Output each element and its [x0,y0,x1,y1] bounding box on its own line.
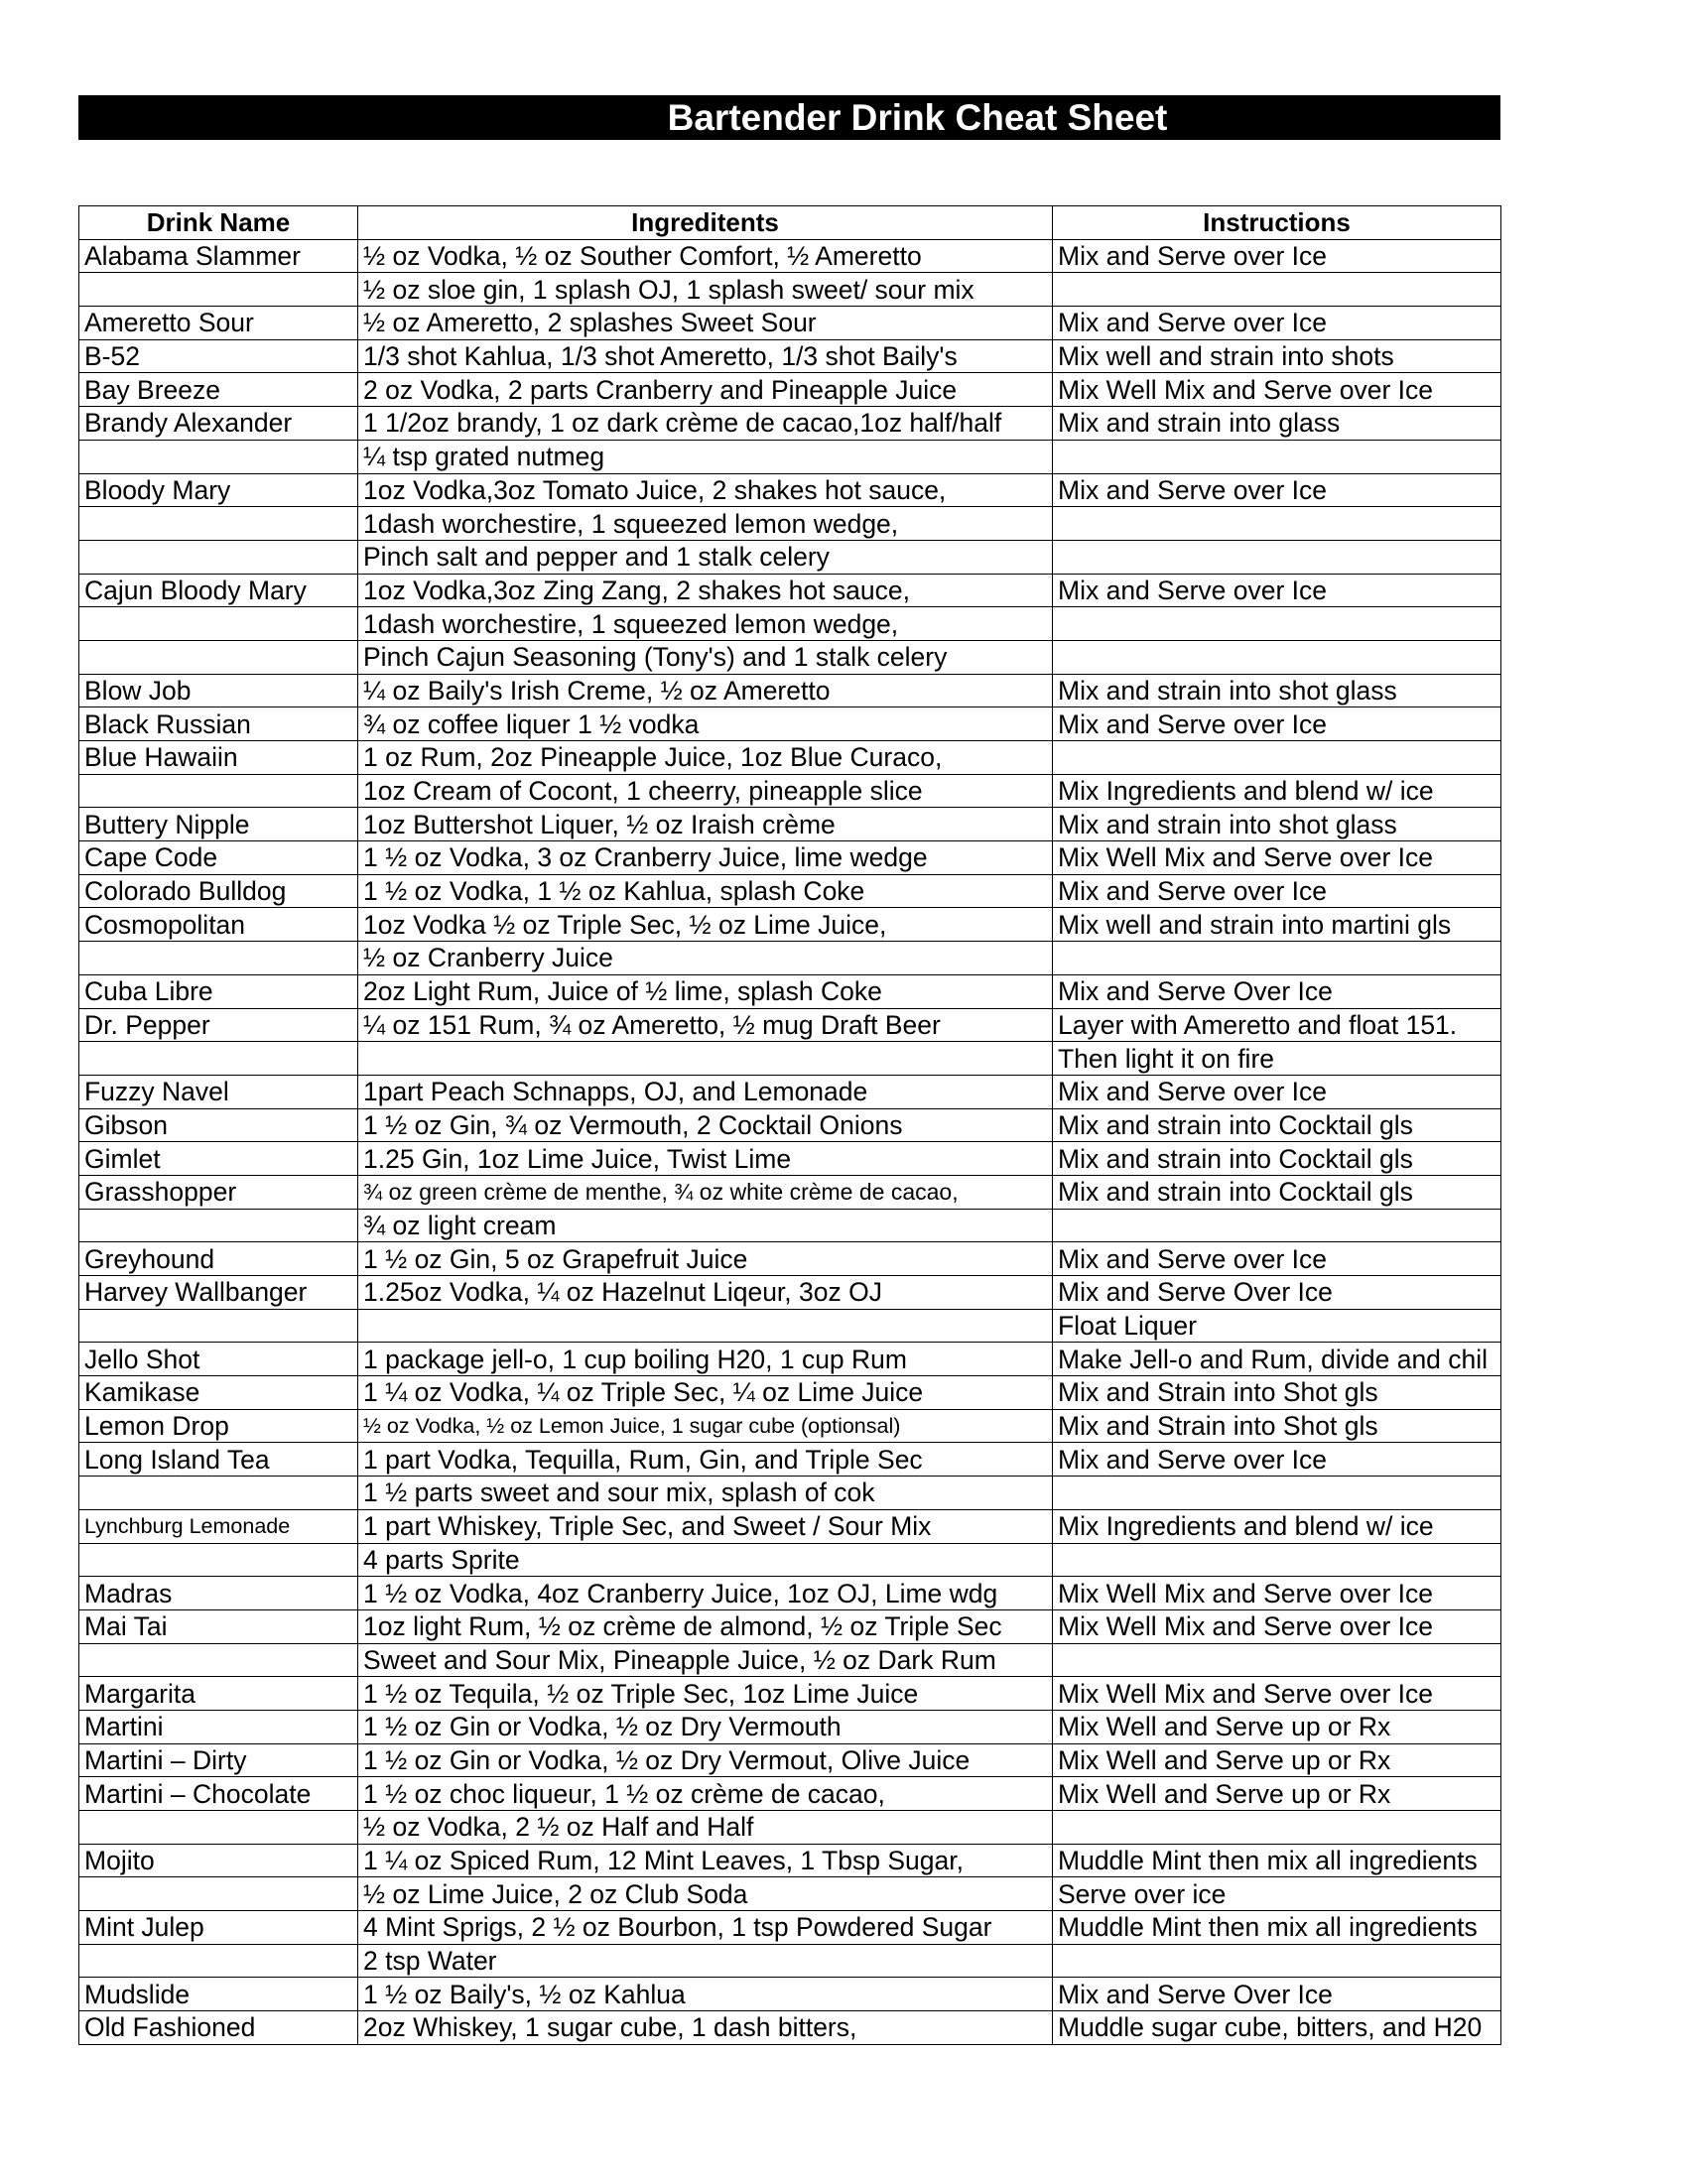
instructions-cell: Mix and strain into shot glass [1053,808,1501,841]
ingredients-cell: 1 ½ oz Vodka, 3 oz Cranberry Juice, lime wedge [358,841,1053,875]
table-row [79,1743,1501,1777]
drink-name-cell [79,440,358,473]
instructions-cell [1053,640,1501,674]
table-row [79,1477,1501,1510]
instructions-cell [1053,607,1501,641]
instructions-cell: Then light it on fire [1053,1042,1501,1076]
table-row [79,373,1501,407]
table-row [79,774,1501,808]
drink-name-cell [79,607,358,641]
ingredients-cell: 1 ½ oz Baily's, ½ oz Kahlua [358,1978,1053,2011]
ingredients-cell: 1.25oz Vodka, ¼ oz Hazelnut Liqeur, 3oz OJ [358,1276,1053,1310]
ingredients-cell: 4 Mint Sprigs, 2 ½ oz Bourbon, 1 tsp Powdered Sugar [358,1911,1053,1945]
drink-name-cell: Mojito [79,1844,358,1877]
ingredients-cell: 1 part Whiskey, Triple Sec, and Sweet / Sour Mix [358,1509,1053,1543]
table-row [79,1643,1501,1677]
table-row [79,1509,1501,1543]
instructions-cell: Mix Ingredients and blend w/ ice [1053,1509,1501,1543]
ingredients-cell: ¼ oz Baily's Irish Creme, ½ oz Ameretto [358,674,1053,707]
ingredients-cell: 1 ½ oz Gin, 5 oz Grapefruit Juice [358,1242,1053,1276]
instructions-cell: Mix and Serve over Ice [1053,574,1501,607]
drink-name-cell: Fuzzy Navel [79,1075,358,1108]
ingredients-cell: 2oz Light Rum, Juice of ½ lime, splash Coke [358,974,1053,1008]
instructions-cell: Mix and strain into Cocktail gls [1053,1142,1501,1176]
instructions-cell [1053,1811,1501,1845]
drink-name-cell: Cosmopolitan [79,908,358,942]
instructions-cell: Mix and strain into Cocktail gls [1053,1175,1501,1209]
ingredients-cell: 1 ½ oz Gin, ¾ oz Vermouth, 2 Cocktail Onions [358,1108,1053,1142]
table-row [79,1710,1501,1743]
drink-name-cell: Mint Julep [79,1911,358,1945]
instructions-cell [1053,1944,1501,1978]
drink-name-cell [79,942,358,975]
drink-name-cell [79,1309,358,1343]
drink-name-cell [79,1643,358,1677]
instructions-cell: Serve over ice [1053,1877,1501,1911]
table-row [79,1376,1501,1410]
drink-name-cell [79,1543,358,1577]
instructions-cell: Mix Well and Serve up or Rx [1053,1743,1501,1777]
table-row [79,1142,1501,1176]
table-row [79,674,1501,707]
instructions-cell: Mix and Serve Over Ice [1053,1276,1501,1310]
table-row [79,1042,1501,1076]
drink-name-cell: Gimlet [79,1142,358,1176]
instructions-cell [1053,273,1501,307]
instructions-cell: Mix well and strain into shots [1053,339,1501,373]
ingredients-cell: 1part Peach Schnapps, OJ, and Lemonade [358,1075,1053,1108]
table-row [79,1577,1501,1610]
table-row [79,1609,1501,1643]
table-row [79,1877,1501,1911]
instructions-cell [1053,1543,1501,1577]
table-row [79,507,1501,541]
drink-name-cell: Black Russian [79,707,358,741]
drink-name-cell: Mudslide [79,1978,358,2011]
ingredients-cell: ¼ tsp grated nutmeg [358,440,1053,473]
instructions-cell: Mix and Serve over Ice [1053,874,1501,908]
drink-name-cell [79,540,358,574]
drink-name-cell [79,507,358,541]
drink-name-cell: Colorado Bulldog [79,874,358,908]
drink-name-cell: Bloody Mary [79,473,358,507]
table-row [79,1242,1501,1276]
table-row [79,1777,1501,1811]
table-row [79,540,1501,574]
drink-name-cell [79,273,358,307]
instructions-cell: Mix and Serve Over Ice [1053,974,1501,1008]
table-row [79,874,1501,908]
instructions-cell [1053,1477,1501,1510]
table-row [79,407,1501,441]
instructions-cell: Mix Well Mix and Serve over Ice [1053,1577,1501,1610]
drink-name-cell: Lynchburg Lemonade [79,1509,358,1543]
instructions-cell: Mix and Strain into Shot gls [1053,1409,1501,1443]
drink-name-cell: Cuba Libre [79,974,358,1008]
ingredients-cell: 1 ½ parts sweet and sour mix, splash of cok [358,1477,1053,1510]
ingredients-cell: ½ oz Vodka, ½ oz Lemon Juice, 1 sugar cube (optionsal) [358,1409,1053,1443]
instructions-cell [1053,507,1501,541]
instructions-cell: Layer with Ameretto and float 151. [1053,1008,1501,1042]
ingredients-cell: 1oz light Rum, ½ oz crème de almond, ½ oz Triple Sec [358,1609,1053,1643]
table-row [79,707,1501,741]
ingredients-cell: 1 ¼ oz Vodka, ¼ oz Triple Sec, ¼ oz Lime Juice [358,1376,1053,1410]
ingredients-cell: 1 ½ oz Tequila, ½ oz Triple Sec, 1oz Lime Juice [358,1677,1053,1711]
table-row [79,239,1501,273]
ingredients-cell: 1 ½ oz Gin or Vodka, ½ oz Dry Vermout, Olive Juice [358,1743,1053,1777]
table-row [79,574,1501,607]
ingredients-cell: 1 ¼ oz Spiced Rum, 12 Mint Leaves, 1 Tbsp Sugar, [358,1844,1053,1877]
ingredients-cell: 1 ½ oz Vodka, 1 ½ oz Kahlua, splash Coke [358,874,1053,908]
instructions-cell: Mix and strain into Cocktail gls [1053,1108,1501,1142]
instructions-cell: Muddle sugar cube, bitters, and H20 [1053,2011,1501,2045]
ingredients-cell: 1oz Vodka ½ oz Triple Sec, ½ oz Lime Juice, [358,908,1053,942]
drink-name-cell: Greyhound [79,1242,358,1276]
table-row [79,1309,1501,1343]
drink-name-cell: Harvey Wallbanger [79,1276,358,1310]
drink-name-cell [79,1811,358,1845]
instructions-cell [1053,1643,1501,1677]
ingredients-cell: 2 oz Vodka, 2 parts Cranberry and Pineapple Juice [358,373,1053,407]
table-row [79,607,1501,641]
ingredients-cell: 1/3 shot Kahlua, 1/3 shot Ameretto, 1/3 shot Baily's [358,339,1053,373]
table-row [79,1175,1501,1209]
ingredients-cell: 4 parts Sprite [358,1543,1053,1577]
table-row [79,1075,1501,1108]
drink-name-cell: Brandy Alexander [79,407,358,441]
ingredients-cell: 1 part Vodka, Tequilla, Rum, Gin, and Triple Sec [358,1443,1053,1477]
table-row [79,1677,1501,1711]
drink-name-cell: Long Island Tea [79,1443,358,1477]
drink-name-cell: Bay Breeze [79,373,358,407]
ingredients-cell: ½ oz Cranberry Juice [358,942,1053,975]
drink-name-cell [79,640,358,674]
ingredients-cell: 1 package jell-o, 1 cup boiling H20, 1 cup Rum [358,1343,1053,1376]
drink-name-cell: Grasshopper [79,1175,358,1209]
ingredients-cell: ½ oz Vodka, ½ oz Souther Comfort, ½ Ameretto [358,239,1053,273]
drink-name-cell: Buttery Nipple [79,808,358,841]
drink-name-cell: Blow Job [79,674,358,707]
table-row [79,1978,1501,2011]
ingredients-cell: 1dash worchestire, 1 squeezed lemon wedge, [358,607,1053,641]
drink-name-cell: Lemon Drop [79,1409,358,1443]
drink-table [78,205,1501,2045]
instructions-cell: Mix Well Mix and Serve over Ice [1053,1677,1501,1711]
ingredients-cell [358,1309,1053,1343]
drink-name-cell [79,1877,358,1911]
instructions-cell [1053,1209,1501,1242]
instructions-cell: Float Liquer [1053,1309,1501,1343]
instructions-cell: Mix Well and Serve up or Rx [1053,1777,1501,1811]
drink-name-cell: Martini – Dirty [79,1743,358,1777]
table-row [79,440,1501,473]
ingredients-cell: ½ oz Ameretto, 2 splashes Sweet Sour [358,307,1053,340]
table-row [79,841,1501,875]
ingredients-cell: 1 ½ oz Vodka, 4oz Cranberry Juice, 1oz OJ, Lime wdg [358,1577,1053,1610]
ingredients-cell [358,1042,1053,1076]
table-row [79,1209,1501,1242]
drink-name-cell: Martini – Chocolate [79,1777,358,1811]
ingredients-cell: ½ oz Vodka, 2 ½ oz Half and Half [358,1811,1053,1845]
table-row [79,808,1501,841]
ingredients-cell: ¾ oz coffee liquer 1 ½ vodka [358,707,1053,741]
instructions-cell: Muddle Mint then mix all ingredients [1053,1844,1501,1877]
instructions-cell: Make Jell-o and Rum, divide and chil [1053,1343,1501,1376]
instructions-cell: Mix Well and Serve up or Rx [1053,1710,1501,1743]
table-row [79,1443,1501,1477]
table-row [79,1008,1501,1042]
instructions-cell [1053,440,1501,473]
table-row [79,1844,1501,1877]
instructions-cell [1053,540,1501,574]
table-row [79,1911,1501,1945]
ingredients-cell: ½ oz sloe gin, 1 splash OJ, 1 splash sweet/ sour mix [358,273,1053,307]
table-row [79,307,1501,340]
table-row [79,640,1501,674]
instructions-cell: Mix Ingredients and blend w/ ice [1053,774,1501,808]
instructions-cell: Mix and Serve Over Ice [1053,1978,1501,2011]
drink-name-cell: Margarita [79,1677,358,1711]
ingredients-cell: 1 oz Rum, 2oz Pineapple Juice, 1oz Blue Curaco, [358,741,1053,775]
drink-name-cell: B-52 [79,339,358,373]
drink-name-cell: Cape Code [79,841,358,875]
drink-name-cell: Dr. Pepper [79,1008,358,1042]
drink-name-cell [79,1209,358,1242]
table-row [79,1343,1501,1376]
instructions-cell: Mix and Serve over Ice [1053,707,1501,741]
table-row [79,1811,1501,1845]
drink-name-cell: Gibson [79,1108,358,1142]
ingredients-cell: 1oz Buttershot Liquer, ½ oz Iraish crème [358,808,1053,841]
ingredients-cell: ¼ oz 151 Rum, ¾ oz Ameretto, ½ mug Draft Beer [358,1008,1053,1042]
page-title: Bartender Drink Cheat Sheet [667,97,1168,138]
header-drink-name: Drink Name [79,206,358,240]
ingredients-cell: Pinch Cajun Seasoning (Tony's) and 1 stalk celery [358,640,1053,674]
ingredients-cell: 1oz Cream of Cocont, 1 cheerry, pineapple slice [358,774,1053,808]
instructions-cell: Mix and Serve over Ice [1053,307,1501,340]
ingredients-cell: ¾ oz green crème de menthe, ¾ oz white crème de cacao, [358,1175,1053,1209]
ingredients-cell: Pinch salt and pepper and 1 stalk celery [358,540,1053,574]
instructions-cell: Mix and Serve over Ice [1053,239,1501,273]
ingredients-cell: ½ oz Lime Juice, 2 oz Club Soda [358,1877,1053,1911]
ingredients-cell: 1 1/2oz brandy, 1 oz dark crème de cacao,1oz half/half [358,407,1053,441]
instructions-cell: Mix and strain into shot glass [1053,674,1501,707]
instructions-cell: Mix and Strain into Shot gls [1053,1376,1501,1410]
drink-name-cell: Alabama Slammer [79,239,358,273]
table-row [79,942,1501,975]
drink-name-cell: Madras [79,1577,358,1610]
table-header-row [79,206,1501,240]
instructions-cell: Mix well and strain into martini gls [1053,908,1501,942]
drink-name-cell: Cajun Bloody Mary [79,574,358,607]
ingredients-cell: 1oz Vodka,3oz Zing Zang, 2 shakes hot sauce, [358,574,1053,607]
drink-name-cell: Blue Hawaiin [79,741,358,775]
drink-name-cell: Mai Tai [79,1609,358,1643]
table-row [79,1409,1501,1443]
table-row [79,273,1501,307]
drink-name-cell: Kamikase [79,1376,358,1410]
table-row [79,1944,1501,1978]
ingredients-cell: ¾ oz light cream [358,1209,1053,1242]
instructions-cell: Muddle Mint then mix all ingredients [1053,1911,1501,1945]
instructions-cell [1053,741,1501,775]
instructions-cell: Mix Well Mix and Serve over Ice [1053,1609,1501,1643]
table-row [79,1543,1501,1577]
ingredients-cell: 2 tsp Water [358,1944,1053,1978]
table-row [79,473,1501,507]
table-row [79,1276,1501,1310]
drink-name-cell [79,1042,358,1076]
ingredients-cell: 1.25 Gin, 1oz Lime Juice, Twist Lime [358,1142,1053,1176]
drink-name-cell [79,1477,358,1510]
ingredients-cell: Sweet and Sour Mix, Pineapple Juice, ½ oz Dark Rum [358,1643,1053,1677]
table-row [79,1108,1501,1142]
table-row [79,339,1501,373]
instructions-cell [1053,942,1501,975]
drink-name-cell: Old Fashioned [79,2011,358,2045]
instructions-cell: Mix Well Mix and Serve over Ice [1053,373,1501,407]
instructions-cell: Mix Well Mix and Serve over Ice [1053,841,1501,875]
instructions-cell: Mix and strain into glass [1053,407,1501,441]
ingredients-cell: 2oz Whiskey, 1 sugar cube, 1 dash bitters, [358,2011,1053,2045]
table-row [79,908,1501,942]
instructions-cell: Mix and Serve over Ice [1053,473,1501,507]
drink-name-cell: Martini [79,1710,358,1743]
header-instructions: Instructions [1053,206,1501,240]
table-row [79,2011,1501,2045]
drink-name-cell [79,1944,358,1978]
instructions-cell: Mix and Serve over Ice [1053,1075,1501,1108]
ingredients-cell: 1 ½ oz choc liqueur, 1 ½ oz crème de cacao, [358,1777,1053,1811]
ingredients-cell: 1oz Vodka,3oz Tomato Juice, 2 shakes hot sauce, [358,473,1053,507]
drink-name-cell [79,774,358,808]
table-row [79,974,1501,1008]
header-ingredients: Ingreditents [358,206,1053,240]
ingredients-cell: 1 ½ oz Gin or Vodka, ½ oz Dry Vermouth [358,1710,1053,1743]
title-bar [78,95,1500,140]
drink-name-cell: Ameretto Sour [79,307,358,340]
instructions-cell: Mix and Serve over Ice [1053,1443,1501,1477]
instructions-cell: Mix and Serve over Ice [1053,1242,1501,1276]
ingredients-cell: 1dash worchestire, 1 squeezed lemon wedge, [358,507,1053,541]
drink-name-cell: Jello Shot [79,1343,358,1376]
table-row [79,741,1501,775]
